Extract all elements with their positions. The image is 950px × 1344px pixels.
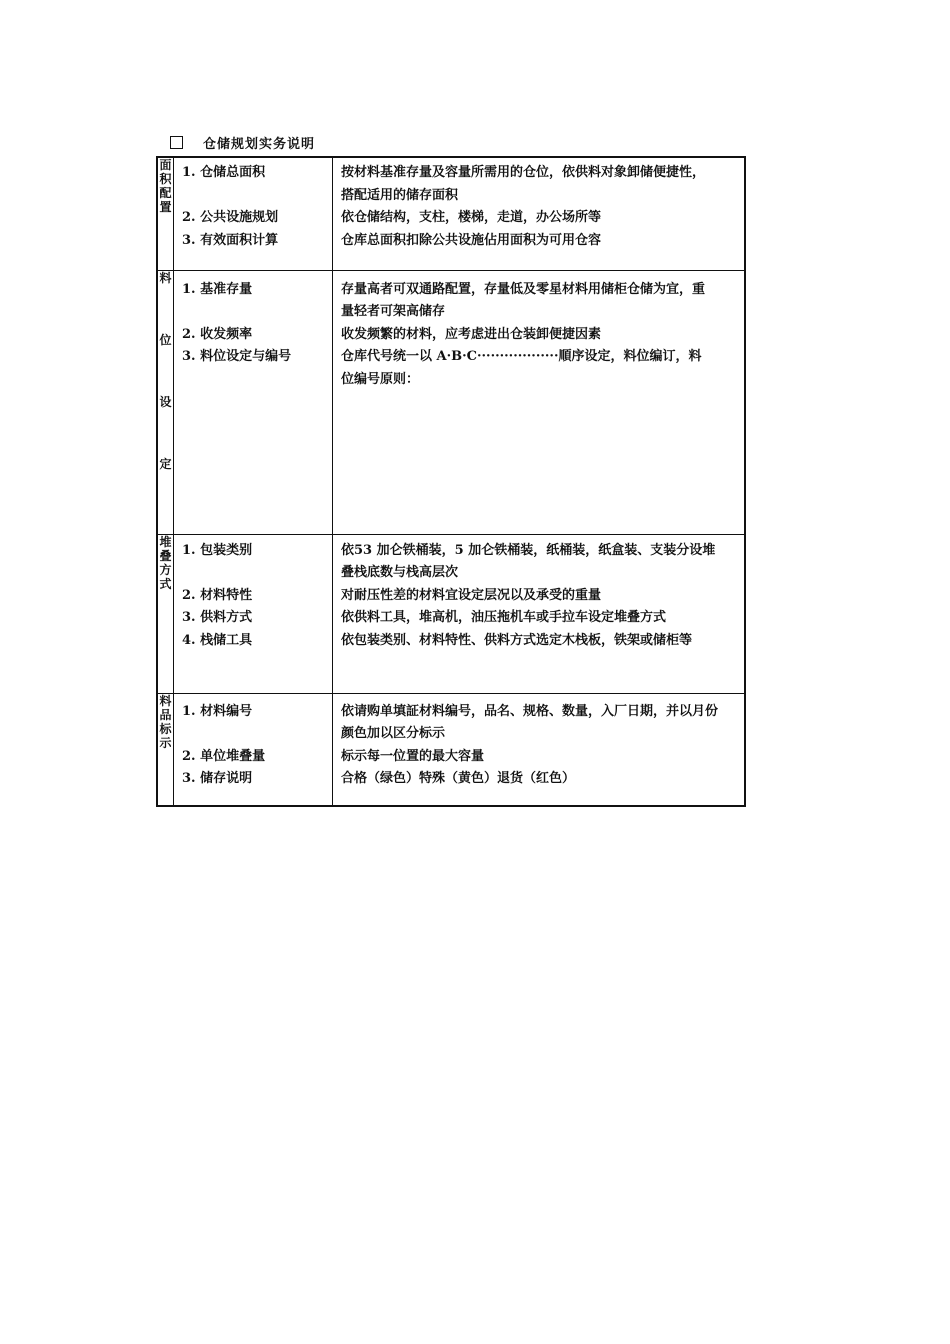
description-line: 量轻者可架高储存 (341, 304, 446, 319)
description-line: 收发频繁的材料，应考虑进出仓装卸便捷因素 (341, 326, 602, 342)
description-line: 标示每一位置的最大容量 (341, 748, 485, 764)
description-line: 依供料工具，堆高机，油压拖机车或手拉车设定堆叠方式 (341, 610, 667, 625)
item-label: 2. 材料特性 (182, 587, 253, 603)
item-label: 3. 有效面积计算 (182, 232, 279, 248)
category-char: 料 (159, 270, 172, 285)
description-line: 按材料基准存量及容量所需用的仓位，依供料对象卸储便捷性， (341, 165, 706, 180)
item-cell (174, 534, 333, 693)
category-char: 示 (159, 735, 172, 750)
item-cell (174, 157, 333, 270)
warehouse-planning-table (156, 156, 746, 807)
description-cell (333, 157, 746, 270)
category-char: 标 (159, 721, 172, 736)
category-cell (157, 693, 174, 806)
category-char: 品 (159, 707, 172, 722)
category-char: 面 (159, 158, 172, 172)
item-cell (174, 693, 333, 806)
category-char: 配 (159, 186, 172, 200)
category-char: 式 (159, 576, 172, 591)
description-line: 合格（绿色）特殊（黄色）退货（红色） (341, 771, 576, 786)
description-line: 依仓储结构，支柱，楼梯，走道，办公场所等 (341, 210, 602, 225)
item-label: 2. 公共设施规划 (182, 210, 279, 225)
description-cell (333, 270, 746, 534)
category-cell (157, 157, 174, 270)
category-char: 设 (159, 394, 172, 409)
item-label: 1. 基准存量 (182, 281, 253, 297)
category-char: 置 (159, 200, 172, 214)
checkbox-icon (170, 136, 183, 149)
item-cell (174, 270, 333, 534)
category-cell (157, 270, 174, 534)
description-line: 对耐压性差的材料宜设定层况以及承受的重量 (341, 587, 602, 603)
item-label: 3. 供料方式 (182, 610, 253, 625)
category-char: 方 (159, 562, 172, 577)
description-cell (333, 534, 746, 693)
description-line: 依包装类别、材料特性、供料方式选定木栈板，铁架或储柜等 (341, 632, 693, 648)
category-char: 积 (159, 172, 172, 186)
description-line: 搭配适用的储存面积 (341, 187, 459, 203)
description-line: 仓库总面积扣除公共设施佔用面积为可用仓容 (341, 232, 602, 248)
table-row (157, 534, 745, 693)
item-label: 3. 储存说明 (182, 771, 253, 786)
item-label: 2. 单位堆叠量 (182, 748, 266, 764)
category-cell (157, 534, 174, 693)
description-cell (333, 693, 746, 806)
description-line: 仓库代号统一以 A·B·C··················順序设定，料位编订，料 (341, 349, 702, 364)
description-line: 位编号原则： (341, 371, 420, 387)
description-line: 存量高者可双通路配置，存量低及零星材料用储柜仓储为宜，重 (341, 281, 706, 297)
item-label: 1. 包装类别 (182, 542, 253, 558)
description-line: 依53 加仑铁桶装，5 加仑铁桶装，纸桶装，纸盒装、支装分设堆 (341, 542, 716, 558)
category-char: 叠 (159, 548, 172, 563)
description-line: 颜色加以区分标示 (341, 726, 446, 741)
item-label: 1. 材料编号 (182, 703, 253, 719)
table-row (157, 693, 745, 806)
category-char: 料 (159, 693, 172, 708)
table-row (157, 270, 745, 534)
category-char: 定 (159, 456, 172, 471)
document-heading (170, 131, 315, 153)
heading-text: 仓储规划实务说明 (203, 136, 316, 152)
description-line: 叠栈底数与栈高层次 (341, 565, 459, 580)
category-char: 堆 (159, 534, 172, 549)
item-label: 1. 仓储总面积 (182, 165, 266, 180)
item-label: 4. 栈储工具 (182, 632, 253, 648)
category-char: 位 (159, 332, 172, 347)
description-line: 依请购单填証材料编号，品名、规格、数量，入厂日期，并以月份 (341, 703, 719, 719)
item-label: 2. 收发频率 (182, 326, 253, 342)
table-row (157, 157, 745, 270)
item-label: 3. 料位设定与编号 (182, 349, 292, 364)
